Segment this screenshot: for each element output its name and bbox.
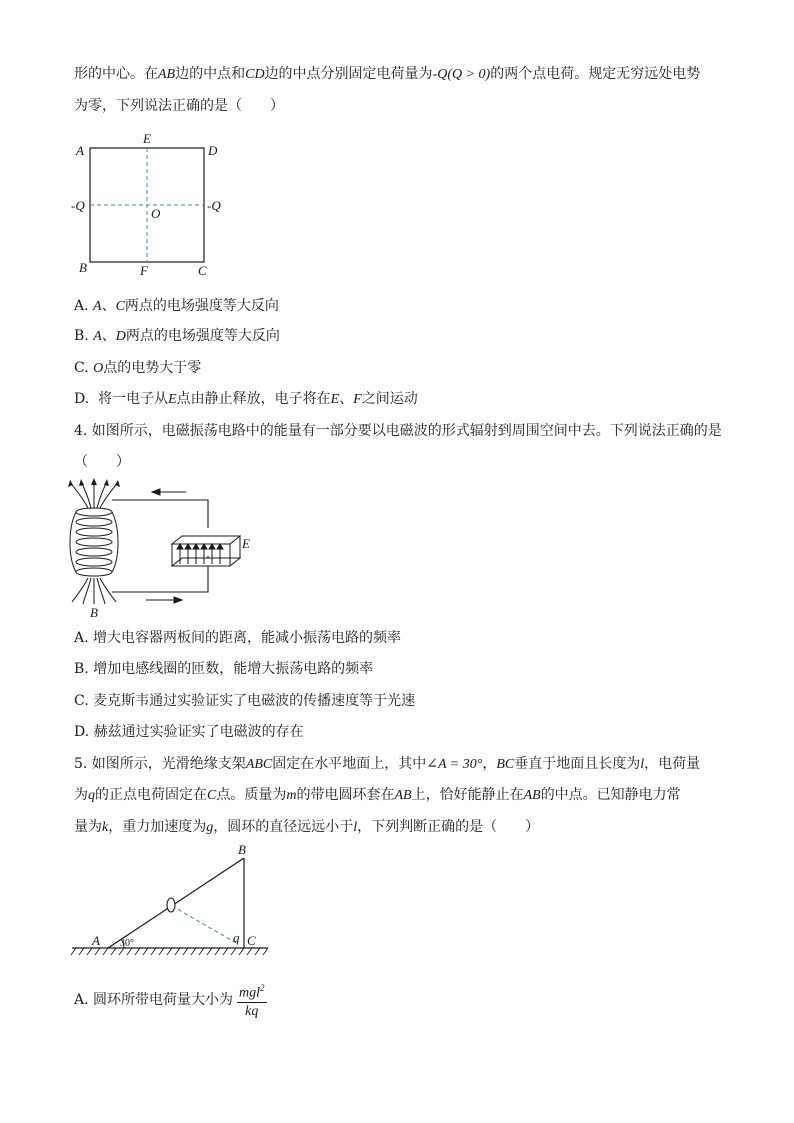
circuit-wires bbox=[112, 500, 208, 592]
q5-option-a[interactable]: A. 圆环所带电荷量大小为 $\frac{mgl^2}{kq}$ bbox=[74, 978, 267, 1022]
label-F: F bbox=[140, 263, 148, 278]
capacitor bbox=[172, 536, 240, 566]
fraction bbox=[237, 979, 267, 1022]
q3-option-c[interactable]: C. O点的电势大于零 bbox=[74, 360, 202, 376]
q3-option-b[interactable]: B. A、D两点的电场强度等大反向 bbox=[74, 328, 280, 344]
q4-stem-line2: （ ） bbox=[74, 454, 130, 470]
q5-stem-line3: 量为k，重力加速度为g，圆环的直径远远小于l，下列判断正确的是（ ） bbox=[74, 819, 540, 835]
label-B-field: B bbox=[90, 605, 98, 620]
inductor-coil bbox=[70, 508, 118, 576]
q3-stem-line1: 形的中心。在AB边的中点和CD边的中点分别固定电荷量为-Q(Q > 0)的两个点电荷。规定无穷远处电势 bbox=[74, 66, 701, 82]
label-E-field: E bbox=[242, 536, 250, 551]
q5-stem-line2: 为q的正点电荷固定在C点。质量为m的带电圆环套在AB上，恰好能静止在AB的中点。已知静电力常 bbox=[74, 787, 681, 803]
label-O: O bbox=[151, 206, 161, 221]
q4-option-a[interactable]: A. 增大电容器两板间的距离，能减小振荡电路的频率 bbox=[74, 630, 402, 646]
fraction-denominator: kq bbox=[245, 1004, 259, 1020]
q4-stem-line1: 4. 如图所示，电磁振荡电路中的能量有一部分要以电磁波的形式辐射到周围空间中去。下列说法正确的是 bbox=[74, 423, 722, 439]
fraction-numerator: mgl$^2$ bbox=[237, 979, 267, 1004]
label-C: C bbox=[198, 263, 207, 278]
q4-option-c[interactable]: C. 麦克斯韦通过实验证实了电磁波的传播速度等于光速 bbox=[74, 693, 416, 709]
label-q: q bbox=[233, 930, 240, 945]
q3-option-d[interactable]: D. 将一电子从E点由静止释放，电子将在E、F之间运动 bbox=[74, 391, 418, 407]
ground-hatching bbox=[71, 948, 268, 955]
label-A: A bbox=[92, 933, 100, 948]
q3-option-a[interactable]: A. A、C两点的电场强度等大反向 bbox=[74, 298, 279, 314]
label-B: B bbox=[79, 260, 87, 275]
q3-square-figure bbox=[68, 128, 238, 280]
q5-stem-line1: 5. 如图所示，光滑绝缘支架ABC固定在水平地面上，其中∠A = 30°，BC垂直于地面且长度为l，电荷量 bbox=[74, 756, 701, 772]
incline-AB bbox=[108, 858, 244, 948]
charged-ring bbox=[167, 898, 175, 912]
q5-incline-figure bbox=[68, 842, 278, 962]
label-angle: 30° bbox=[120, 938, 134, 949]
q4-option-b[interactable]: B. 增加电感线圈的匝数，能增大振荡电路的频率 bbox=[74, 661, 374, 677]
label-C: C bbox=[247, 933, 256, 948]
label-D: D bbox=[208, 143, 218, 158]
q4-option-d[interactable]: D. 赫兹通过实验证实了电磁波的存在 bbox=[74, 724, 304, 740]
q3-stem-line2: 为零，下列说法正确的是（ ） bbox=[74, 98, 284, 114]
label-A: A bbox=[76, 143, 84, 158]
label-E: E bbox=[143, 131, 151, 146]
magnetic-field-lines bbox=[70, 480, 118, 604]
label-charge-left: -Q bbox=[71, 198, 85, 213]
label-B: B bbox=[238, 842, 246, 857]
label-charge-right: -Q bbox=[207, 198, 221, 213]
dashed-ring-to-charge bbox=[172, 906, 238, 944]
q4-lc-circuit-figure bbox=[64, 478, 264, 622]
